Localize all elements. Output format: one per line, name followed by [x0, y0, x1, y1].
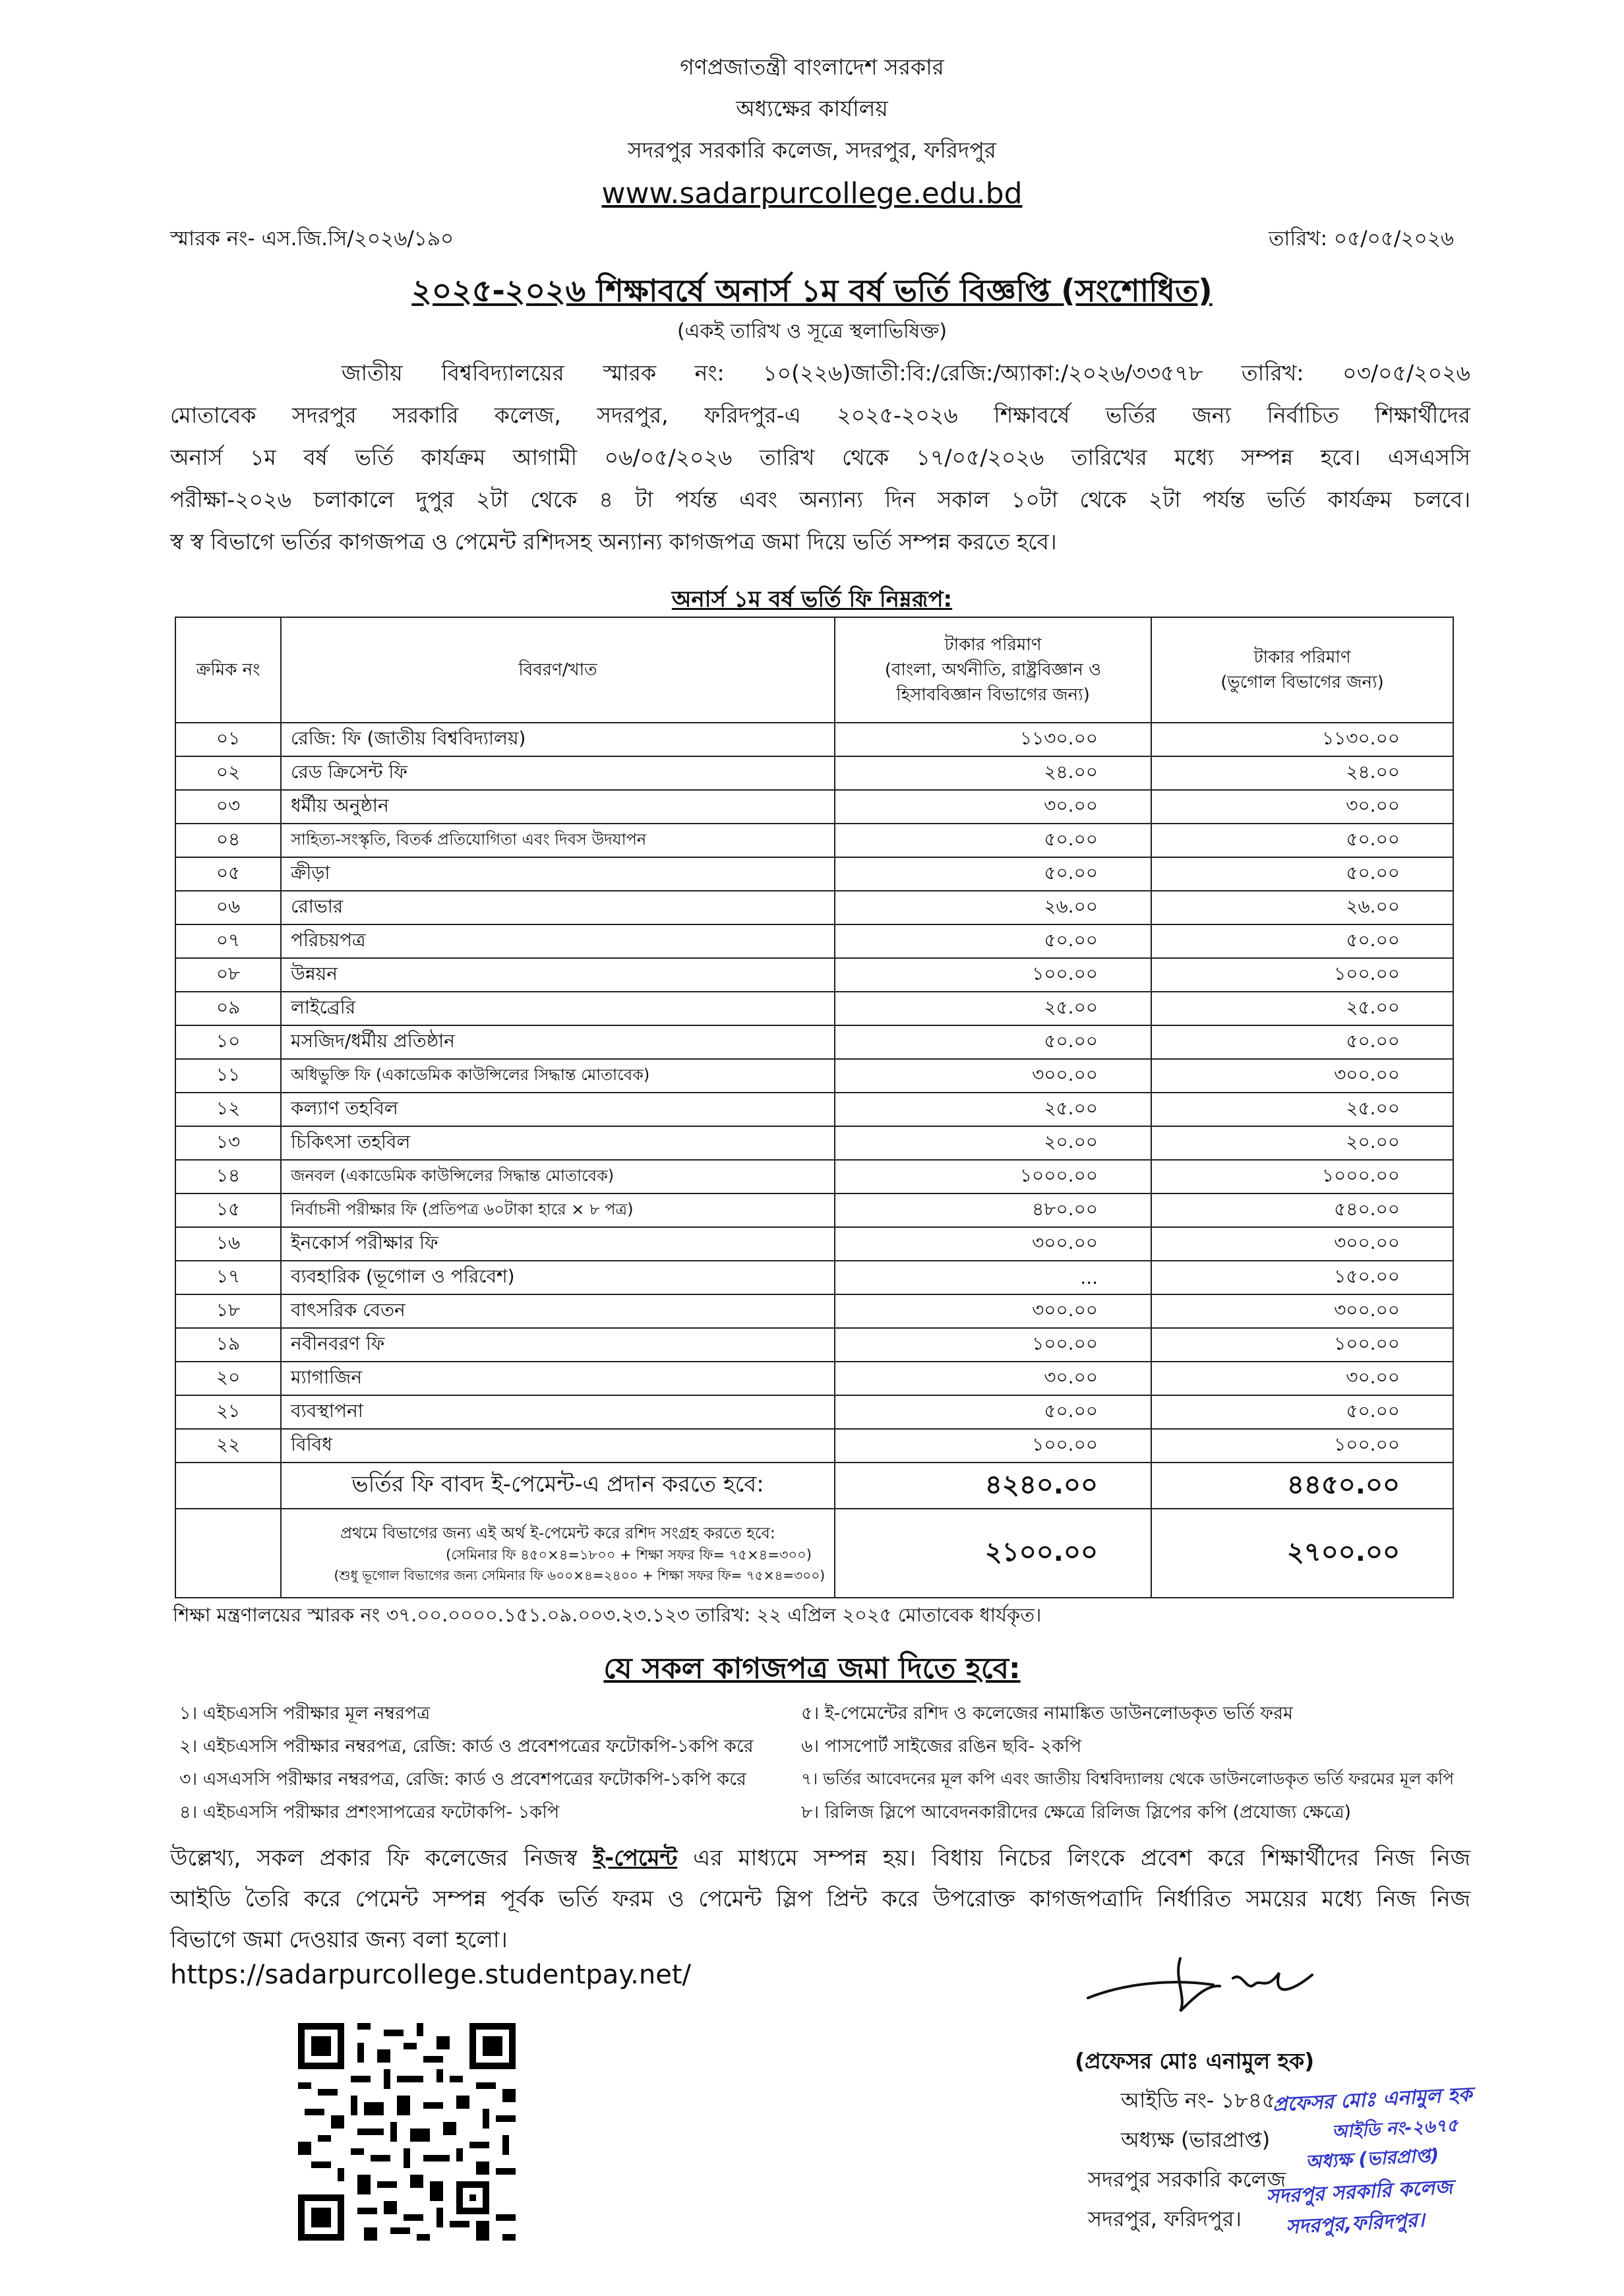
fee-amount-geography: ১১৩০.০০	[1151, 723, 1453, 756]
document-item: ২। এইচএসসি পরীক্ষার নম্বরপত্র, রেজি: কার্ড ও প্রবেশপত্রের ফটোকপি-১কপি করে	[179, 1736, 754, 1757]
college-header: সদরপুর সরকারি কলেজ, সদরপুর, ফরিদপুর	[628, 137, 996, 163]
stamp-line: সদরপুর,ফরিদপুর।	[1285, 2208, 1426, 2239]
fee-serial: ১৬	[175, 1227, 281, 1261]
total-amount-geography: ৪৪৫০.০০	[1151, 1463, 1453, 1509]
signatory-name: (প্রফেসর মোঃ এনামুল হক)	[1075, 2048, 1315, 2074]
fee-amount-geography: ২০.০০	[1151, 1126, 1453, 1160]
signatory-designation: অধ্যক্ষ (ভারপ্রাপ্ত)	[1121, 2127, 1271, 2152]
table-row	[175, 1294, 1453, 1328]
fee-amount-geography: ৩০০.০০	[1151, 1294, 1453, 1328]
table-header-row	[175, 617, 1453, 723]
col-amount-general	[835, 617, 1151, 723]
fee-serial: ০৯	[175, 992, 281, 1025]
document-item: ৬। পাসপোর্ট সাইজের রঙিন ছবি- ২কপি	[801, 1736, 1082, 1757]
document-item: ১। এইচএসসি পরীক্ষার মূল নম্বরপত্র	[179, 1703, 431, 1724]
ministry-reference: শিক্ষা মন্ত্রণালয়ের স্মারক নং ৩৭.০০.০০০০.১৫১.০৯.০০৩.২৩.১২৩ তারিখ: ২২ এপ্রিল ২০২৫ মোতাবেক ধার্যকৃত।	[173, 1604, 1042, 1626]
fee-amount-general: ২৬.০০	[835, 891, 1151, 924]
fee-serial: ১০	[175, 1025, 281, 1059]
fee-amount-general: ৩০.০০	[835, 1362, 1151, 1395]
fee-amount-general: ১০০০.০০	[835, 1160, 1151, 1193]
memo-date: তারিখ: ০৫/০৫/২০২৬	[1269, 227, 1454, 251]
fee-amount-general: ...	[835, 1261, 1151, 1294]
signatory-college: সদরপুর সরকারি কলেজ	[1088, 2167, 1286, 2192]
fee-amount-geography: ৫০.০০	[1151, 857, 1453, 891]
fee-description: রেড ক্রিসেন্ট ফি	[281, 756, 835, 790]
fee-description: লাইব্রেরি	[281, 992, 835, 1025]
fee-amount-geography: ১০০.০০	[1151, 958, 1453, 992]
dept-sl	[175, 1509, 281, 1598]
fee-description: চিকিৎসা তহবিল	[281, 1126, 835, 1160]
total-amount-general: ৪২৪০.০০	[835, 1463, 1151, 1509]
fee-description: নবীনবরণ ফি	[281, 1328, 835, 1362]
col-amount-geography	[1151, 617, 1453, 723]
fee-description: রেজি: ফি (জাতীয় বিশ্ববিদ্যালয়)	[281, 723, 835, 756]
fee-serial: ২১	[175, 1395, 281, 1429]
signature	[1081, 1939, 1345, 2031]
table-row	[175, 723, 1453, 756]
table-row	[175, 1395, 1453, 1429]
fee-amount-general: ৫০.০০	[835, 1025, 1151, 1059]
fee-description: সাহিত্য-সংস্কৃতি, বিতর্ক প্রতিযোগিতা এবং দিবস উদযাপন	[281, 824, 835, 857]
col-serial: ক্রমিক নং	[175, 617, 281, 723]
fee-serial: ১২	[175, 1093, 281, 1126]
fee-description: উন্নয়ন	[281, 958, 835, 992]
fee-description: বাৎসরিক বেতন	[281, 1294, 835, 1328]
table-row	[175, 1261, 1453, 1294]
fee-amount-geography: ২৬.০০	[1151, 891, 1453, 924]
fee-amount-geography: ১০০.০০	[1151, 1429, 1453, 1463]
office-header: অধ্যক্ষের কার্যালয়	[736, 96, 888, 121]
col-amount-general-sub1: (বাংলা, অর্থনীতি, রাষ্ট্রবিজ্ঞান ও	[884, 660, 1102, 680]
table-row	[175, 891, 1453, 924]
fee-serial: ১৫	[175, 1193, 281, 1227]
fee-amount-general: ৩০০.০০	[835, 1227, 1151, 1261]
document-item: ৪। এইচএসসি পরীক্ষার প্রশংসাপত্রের ফটোকপি- ১কপি	[179, 1802, 560, 1823]
fee-amount-geography: ৫০.০০	[1151, 924, 1453, 958]
note-line: আইডি তৈরি করে পেমেন্ট সম্পন্ন পূর্বক ভর্তি ফরম ও পেমেন্ট স্লিপ প্রিন্ট করে উপরোক্ত কাগজপত্রাদি নির্ধারিত সময়ের মধ্যে নিজ নিজ	[170, 1886, 1470, 1912]
fee-serial: ০৮	[175, 958, 281, 992]
dept-fee-line: (সেমিনার ফি ৪৫০×৪=১৮০০ + শিক্ষা সফর ফি= ৭৫×৪=৩০০)	[446, 1546, 812, 1563]
dept-fee-line: প্রথমে বিভাগের জন্য এই অর্থ ই-পেমেন্ট করে রশিদ সংগ্রহ করতে হবে:	[340, 1523, 775, 1542]
col-description: বিবরণ/খাত	[281, 617, 835, 723]
fee-amount-geography: ২৪.০০	[1151, 756, 1453, 790]
fee-amount-geography: ৫০.০০	[1151, 1395, 1453, 1429]
paragraph-line: স্ব স্ব বিভাগে ভর্তির কাগজপত্র ও পেমেন্ট রশিদসহ অন্যান্য কাগজপত্র জমা দিয়ে ভর্তি সম্পন্ন করতে হবে।	[170, 529, 1057, 555]
table-row	[175, 1328, 1453, 1362]
col-amount-general-sub2: হিসাববিজ্ঞান বিভাগের জন্য)	[896, 685, 1090, 705]
total-row	[175, 1463, 1453, 1509]
fee-description: ব্যবস্থাপনা	[281, 1395, 835, 1429]
col-amount-geography-sub: (ভুগোল বিভাগের জন্য)	[1220, 673, 1384, 692]
fee-serial: ০৬	[175, 891, 281, 924]
fee-serial: ১১	[175, 1059, 281, 1093]
stamp-line: প্রফেসর মোঃ এনামুল হক	[1272, 2083, 1473, 2117]
fee-serial: ০৩	[175, 790, 281, 824]
fee-description: বিবিধ	[281, 1429, 835, 1463]
fee-description: নির্বাচনী পরীক্ষার ফি (প্রতিপত্র ৬০টাকা হারে × ৮ পত্র)	[281, 1193, 835, 1227]
fee-serial: ১৭	[175, 1261, 281, 1294]
fee-serial: ০৭	[175, 924, 281, 958]
document-item: ৫। ই-পেমেন্টের রশিদ ও কলেজের নামাঙ্কিত ডাউনলোডকৃত ভর্তি ফরম	[801, 1703, 1293, 1724]
paragraph-line: জাতীয় বিশ্ববিদ্যালয়ের স্মারক নং: ১০(২২৬)জাতী:বি:/রেজি:/অ্যাকা:/২০২৬/৩৩৫৭৮ তারিখ: ০৩/০৫/২০২৬	[342, 360, 1470, 386]
fee-description: কল্যাণ তহবিল	[281, 1093, 835, 1126]
payment-link[interactable]: https://sadarpurcollege.studentpay.net/	[170, 1960, 692, 1990]
document-item: ৮। রিলিজ স্লিপে আবেদনকারীদের ক্ষেত্রে রিলিজ স্লিপের কপি (প্রযোজ্য ক্ষেত্রে)	[801, 1802, 1352, 1823]
fee-amount-general: ১০০.০০	[835, 958, 1151, 992]
stamp-line: অধ্যক্ষ (ভারপ্রাপ্ত)	[1305, 2144, 1440, 2173]
documents-heading: যে সকল কাগজপত্র জমা দিতে হবে:	[603, 1652, 1021, 1685]
fee-amount-geography: ৩০.০০	[1151, 1362, 1453, 1395]
website-link[interactable]: www.sadarpurcollege.edu.bd	[601, 177, 1023, 210]
table-row	[175, 924, 1453, 958]
fee-amount-geography: ২৫.০০	[1151, 992, 1453, 1025]
fee-description: ধর্মীয় অনুষ্ঠান	[281, 790, 835, 824]
fee-amount-general: ২৪.০০	[835, 756, 1151, 790]
fee-amount-geography: ২৫.০০	[1151, 1093, 1453, 1126]
dept-fee-description	[281, 1509, 835, 1598]
fee-description: ইনকোর্স পরীক্ষার ফি	[281, 1227, 835, 1261]
fee-amount-general: ৫০.০০	[835, 857, 1151, 891]
fee-serial: ২০	[175, 1362, 281, 1395]
fee-amount-general: ৩০০.০০	[835, 1294, 1151, 1328]
signatory-location: সদরপুর, ফরিদপুর।	[1088, 2206, 1242, 2231]
table-row	[175, 1025, 1453, 1059]
note-line: বিভাগে জমা দেওয়ার জন্য বলা হলো।	[170, 1927, 508, 1953]
dept-amount-geography: ২৭০০.০০	[1151, 1509, 1453, 1598]
table-row	[175, 857, 1453, 891]
fee-amount-general: ১১৩০.০০	[835, 723, 1151, 756]
table-row	[175, 958, 1453, 992]
fee-amount-geography: ৩০০.০০	[1151, 1059, 1453, 1093]
table-row	[175, 756, 1453, 790]
table-row	[175, 1126, 1453, 1160]
fee-amount-general: ১০০.০০	[835, 1429, 1151, 1463]
fee-serial: ১৯	[175, 1328, 281, 1362]
dept-fee-line: (শুধু ভূগোল বিভাগের জন্য সেমিনার ফি ৬০০×৪=২৪০০ + শিক্ষা সফর ফি= ৭৫×৪=৩০০)	[334, 1567, 825, 1583]
fee-amount-geography: ১০০.০০	[1151, 1328, 1453, 1362]
fee-serial: ০১	[175, 723, 281, 756]
fee-amount-general: ২৫.০০	[835, 992, 1151, 1025]
total-label: ভর্তির ফি বাবদ ই-পেমেন্ট-এ প্রদান করতে হবে:	[281, 1463, 835, 1509]
qr-code[interactable]	[298, 2023, 516, 2241]
fee-amount-general: ২৫.০০	[835, 1093, 1151, 1126]
fee-serial: ১৪	[175, 1160, 281, 1193]
table-row	[175, 1227, 1453, 1261]
total-sl	[175, 1463, 281, 1509]
fee-amount-general: ৩০.০০	[835, 790, 1151, 824]
fee-description: জনবল (একাডেমিক কাউন্সিলের সিদ্ধান্ত মোতাবেক)	[281, 1160, 835, 1193]
fee-amount-geography: ৫০.০০	[1151, 1025, 1453, 1059]
table-row	[175, 992, 1453, 1025]
fee-amount-general: ৪৮০.০০	[835, 1193, 1151, 1227]
fee-amount-geography: ১০০০.০০	[1151, 1160, 1453, 1193]
stamp-line: সদরপুর সরকারি কলেজ	[1265, 2175, 1453, 2209]
notice-title: ২০২৫-২০২৬ শিক্ষাবর্ষে অনার্স ১ম বর্ষ ভর্তি বিজ্ঞপ্তি (সংশোধিত)	[411, 273, 1213, 309]
fee-amount-geography: ৫০.০০	[1151, 824, 1453, 857]
table-row	[175, 1160, 1453, 1193]
fee-serial: ১৩	[175, 1126, 281, 1160]
paragraph-line: পরীক্ষা-২০২৬ চলাকালে দুপুর ২টা থেকে ৪ টা পর্যন্ত এবং অন্যান্য দিন সকাল ১০টা থেকে ২টা পর্যন্ত ভর্তি কার্যক্রম চলবে।	[170, 487, 1470, 512]
fee-description: অধিভুক্তি ফি (একাডেমিক কাউন্সিলের সিদ্ধান্ত মোতাবেক)	[281, 1059, 835, 1093]
table-row	[175, 1059, 1453, 1093]
dept-amount-general: ২১০০.০০	[835, 1509, 1151, 1598]
fee-serial: ১৮	[175, 1294, 281, 1328]
fee-amount-geography: ৩০০.০০	[1151, 1227, 1453, 1261]
fee-serial: ০৪	[175, 824, 281, 857]
paragraph-line: মোতাবেক সদরপুর সরকারি কলেজ, সদরপুর, ফরিদপুর-এ ২০২৫-২০২৬ শিক্ষাবর্ষে ভর্তির জন্য নির্বাচিত শিক্ষার্থীদের	[170, 402, 1470, 428]
fee-serial: ২২	[175, 1429, 281, 1463]
fee-serial: ০৫	[175, 857, 281, 891]
fee-description: রোভার	[281, 891, 835, 924]
table-row	[175, 790, 1453, 824]
col-amount-general-title: টাকার পরিমাণ	[944, 635, 1042, 655]
fee-amount-general: ৫০.০০	[835, 924, 1151, 958]
fee-amount-general: ৩০০.০০	[835, 1059, 1151, 1093]
document-item: ৭। ভর্তির আবেদনের মূল কপি এবং জাতীয় বিশ্ববিদ্যালয় থেকে ডাউনলোডকৃত ভর্তি ফরমের মূল কপি	[801, 1769, 1455, 1788]
stamp-line: আইডি নং-২৬৭৫	[1331, 2115, 1459, 2142]
fee-amount-general: ১০০.০০	[835, 1328, 1151, 1362]
table-row	[175, 824, 1453, 857]
fee-amount-general: ৫০.০০	[835, 824, 1151, 857]
fee-amount-general: ৫০.০০	[835, 1395, 1151, 1429]
fee-description: ব্যবহারিক (ভূগোল ও পরিবেশ)	[281, 1261, 835, 1294]
fee-description: ম্যাগাজিন	[281, 1362, 835, 1395]
signatory-id: আইডি নং- ১৮৪৫	[1121, 2088, 1276, 2113]
fee-heading: অনার্স ১ম বর্ষ ভর্তি ফি নিম্নরূপ:	[671, 586, 953, 613]
memo-number: স্মারক নং- এস.জি.সি/২০২৬/১৯০	[170, 227, 454, 251]
fee-table	[175, 617, 1454, 1598]
fee-amount-general: ২০.০০	[835, 1126, 1151, 1160]
govt-header: গণপ্রজাতন্ত্রী বাংলাদেশ সরকার	[680, 54, 944, 80]
table-row	[175, 1429, 1453, 1463]
fee-amount-geography: ৫৪০.০০	[1151, 1193, 1453, 1227]
fee-serial: ০২	[175, 756, 281, 790]
department-fee-row	[175, 1509, 1453, 1598]
paragraph-line: অনার্স ১ম বর্ষ ভর্তি কার্যক্রম আগামী ০৬/০৫/২০২৬ তারিখ থেকে ১৭/০৫/২০২৬ তারিখের মধ্যে সম্পন্ন হবে। এসএসসি	[170, 444, 1470, 470]
notice-subtitle: (একই তারিখ ও সূত্রে স্থলাভিষিক্ত)	[677, 320, 947, 343]
fee-amount-geography: ৩০.০০	[1151, 790, 1453, 824]
document-item: ৩। এসএসসি পরীক্ষার নম্বরপত্র, রেজি: কার্ড ও প্রবেশপত্রের ফটোকপি-১কপি করে	[179, 1769, 746, 1790]
table-row	[175, 1362, 1453, 1395]
note-line: উল্লেখ্য, সকল প্রকার ফি কলেজের নিজস্ব ই-পেমেন্ট এর মাধ্যমে সম্পন্ন হয়। বিধায় নিচের লিংকে প্রবেশ করে শিক্ষার্থীদের নিজ নিজ	[170, 1845, 1470, 1871]
fee-description: মসজিদ/ধর্মীয় প্রতিষ্ঠান	[281, 1025, 835, 1059]
table-row	[175, 1193, 1453, 1227]
col-amount-geography-title: টাকার পরিমাণ	[1253, 648, 1351, 667]
fee-description: ক্রীড়া	[281, 857, 835, 891]
table-row	[175, 1093, 1453, 1126]
fee-amount-geography: ১৫০.০০	[1151, 1261, 1453, 1294]
fee-description: পরিচয়পত্র	[281, 924, 835, 958]
